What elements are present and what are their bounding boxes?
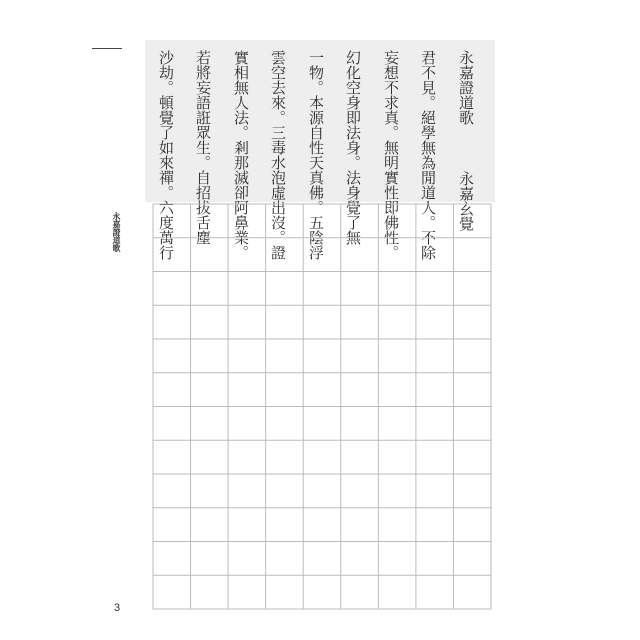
- text-column: 若將妄語誑眾生。自招拔舌塵: [194, 50, 212, 245]
- text-column: 沙劫。頓覺了如來禪。六度萬行: [157, 50, 175, 260]
- text-column: 君不見。絕學無為閒道人。不除: [419, 50, 437, 260]
- text-column: 幻化空身即法身。法身覺了無: [344, 50, 362, 245]
- poem-author: 永嘉玄覺: [457, 171, 475, 231]
- text-column: 雲空去來。三毒水泡虛出沒。證: [269, 50, 287, 260]
- text-column: 一物。本源自性天真佛。五陰浮: [307, 50, 325, 260]
- text-column: 妄想不求真。無明實性即佛性。: [382, 50, 400, 260]
- text-column: 實相無人法。剎那滅卻阿鼻業。: [232, 50, 250, 260]
- poem-title: 永嘉證道歌: [457, 50, 475, 125]
- side-label: 永嘉證道歌: [112, 212, 121, 252]
- page-number: 3: [114, 602, 121, 614]
